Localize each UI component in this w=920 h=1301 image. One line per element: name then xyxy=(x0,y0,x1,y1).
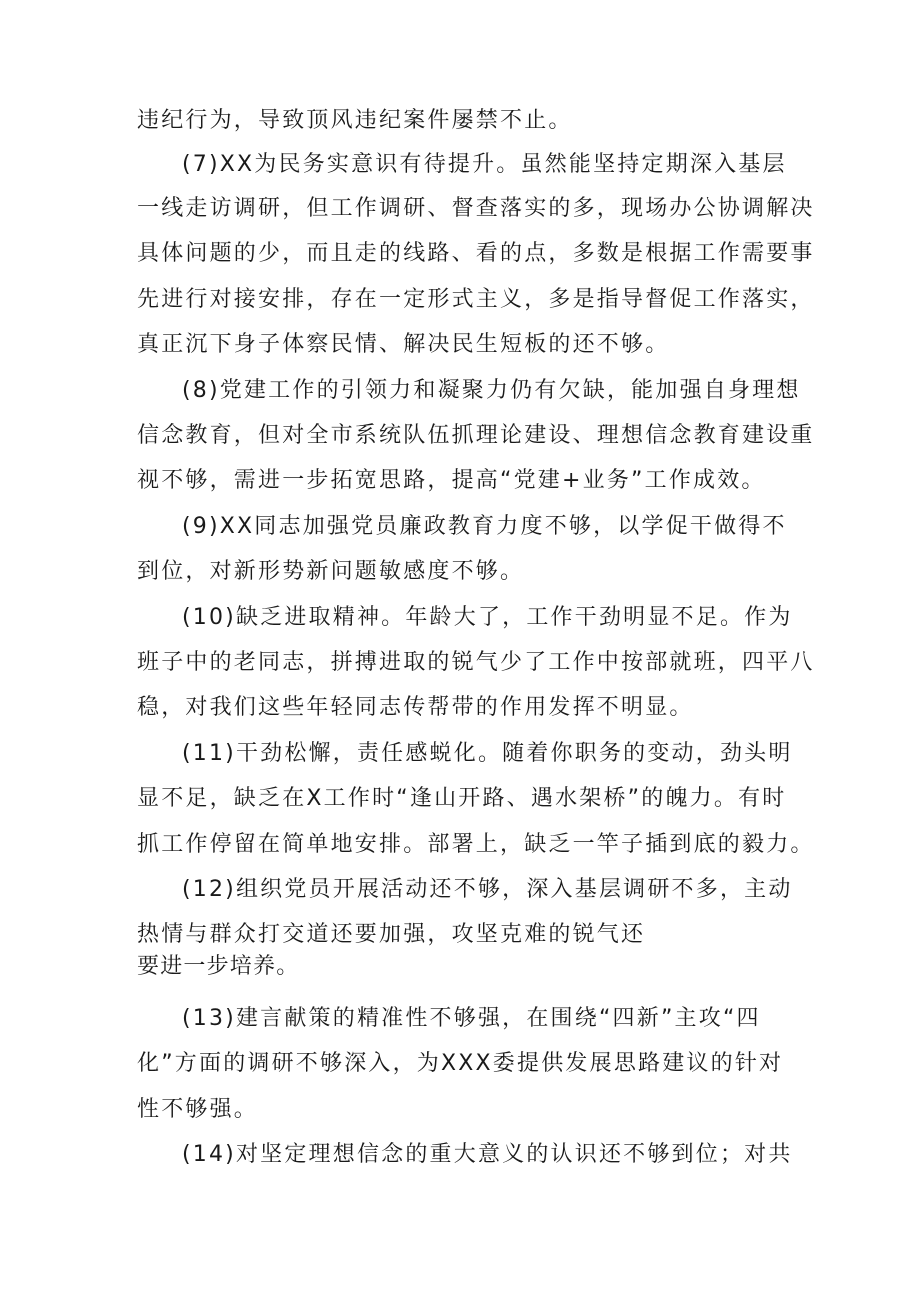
text-line: 性不够强。 xyxy=(137,1097,259,1122)
paragraph-11-start: (11)干劲松懈，责任感蜕化。随着你职务的变动，劲头明 xyxy=(182,741,793,766)
text-line: 班子中的老同志，拼搏进取的锐气少了工作中按部就班，四平八 xyxy=(137,650,815,675)
text-line: 到位，对新形势新问题敏感度不够。 xyxy=(137,559,525,584)
text-line: 视不够，需进一步拓宽思路，提高“党建+业务”工作成效。 xyxy=(137,468,766,493)
text-line: 信念教育，但对全市系统队伍抓理论建设、理想信念教育建设重 xyxy=(137,423,815,448)
text-line: 要进一步培养。 xyxy=(137,954,300,979)
paragraph-13-start: (13)建言献策的精准性不够强，在围绕“四新”主攻“四 xyxy=(182,1006,761,1031)
paragraph-8-start: (8)党建工作的引领力和凝聚力仍有欠缺，能加强自身理想 xyxy=(182,378,801,403)
paragraph-12-start: (12)组织党员开展活动还不够，深入基层调研不多，主动 xyxy=(182,877,793,902)
text-line: 稳，对我们这些年轻同志传帮带的作用发挥不明显。 xyxy=(137,695,694,720)
text-line: 显不足，缺乏在X工作时“逢山开路、遇水架桥”的魄力。有时 xyxy=(137,786,787,811)
text-line: 热情与群众打交道还要加强，攻坚克难的锐气还 xyxy=(137,922,646,947)
paragraph-7-start: (7)XX为民务实意识有待提升。虽然能坚持定期深入基层 xyxy=(182,152,787,177)
text-line: 违纪行为，导致顶风违纪案件屡禁不止。 xyxy=(137,108,573,133)
text-line: 一线走访调研，但工作调研、督查落实的多，现场办公协调解决 xyxy=(137,196,815,221)
paragraph-9-start: (9)XX同志加强党员廉政教育力度不够，以学促干做得不 xyxy=(182,514,787,539)
text-line: 真正沉下身子体察民情、解决民生短板的还不够。 xyxy=(137,332,670,357)
paragraph-14-start: (14)对坚定理想信念的重大意义的认识还不够到位；对共 xyxy=(182,1142,793,1167)
text-line: 抓工作停留在简单地安排。部署上，缺乏一竿子插到底的毅力。 xyxy=(137,832,815,857)
text-line: 化”方面的调研不够深入，为XXX委提供发展思路建议的针对 xyxy=(137,1051,784,1076)
text-line: 先进行对接安排，存在一定形式主义，多是指导督促工作落实， xyxy=(137,287,815,312)
text-line: 具体问题的少，而且走的线路、看的点，多数是根据工作需要事 xyxy=(137,241,815,266)
paragraph-10-start: (10)缺乏进取精神。年龄大了，工作干劲明显不足。作为 xyxy=(182,605,793,630)
